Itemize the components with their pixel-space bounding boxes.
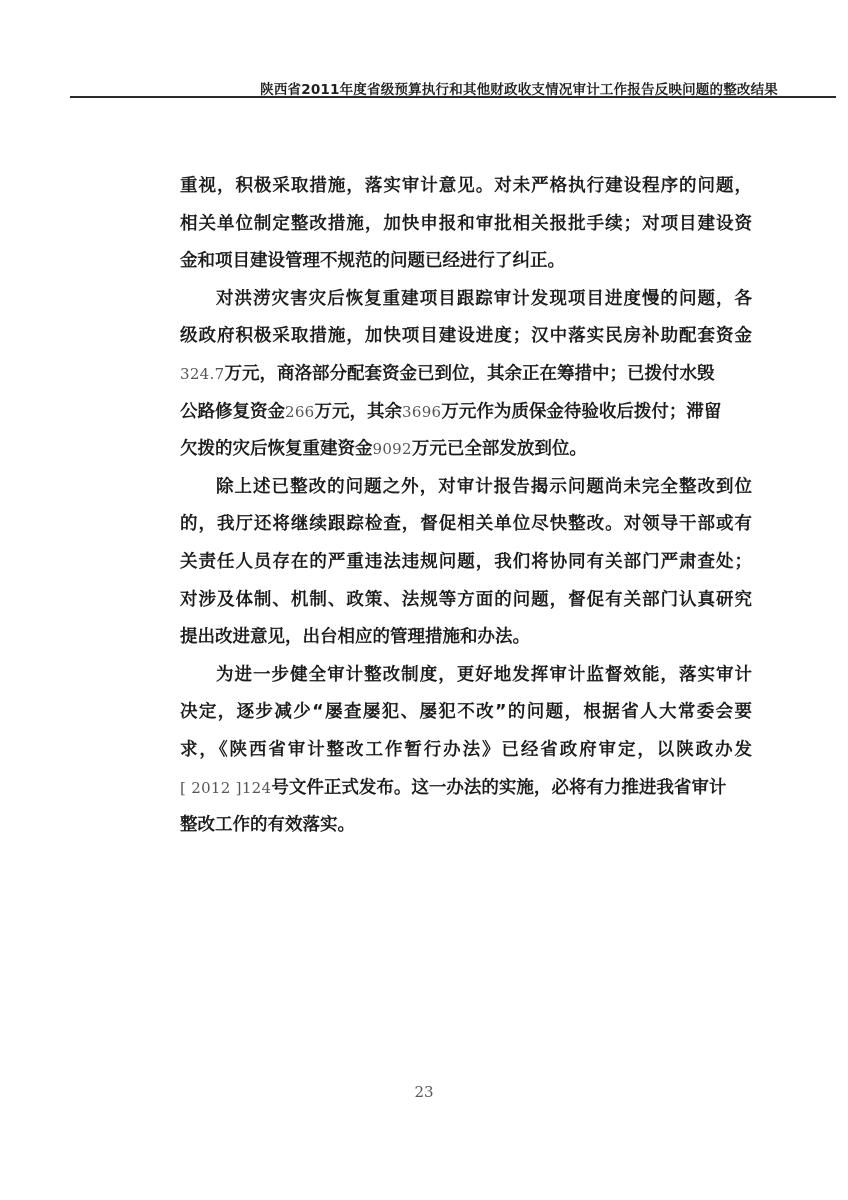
text-span: 欠拨的灾后恢复重建资金 — [180, 439, 373, 460]
text-line — [180, 431, 752, 469]
text-line: 关责任人员存在的严重违法违规问题，我们将协同有关部门严肃查处； — [180, 551, 752, 572]
paragraph-1 — [180, 168, 752, 281]
text-line: 相关单位制定整改措施，加快申报和审批相关报批手续；对项目建设资 — [180, 213, 752, 234]
text-line: 的，我厅还将继续跟踪检查，督促相关单位尽快整改。对领导干部或有 — [180, 514, 752, 535]
amount-number: 266 — [285, 402, 315, 421]
text-span: 万元已全部发放到位。 — [411, 439, 587, 460]
text-line: 整改工作的有效落实。 — [180, 815, 355, 836]
running-header-title: 陕西省2011年度省级预算执行和其他财政收支情况审计工作报告反映问题的整改结果 — [260, 82, 778, 98]
document-number: [ 2012 ]124 — [180, 778, 272, 797]
text-line: 金和项目建设管理不规范的问题已经进行了纠正。 — [180, 251, 565, 272]
text-line: 对洪涝灾害灾后恢复重建项目跟踪审计发现项目进度慢的问题，各 — [216, 288, 752, 309]
text-span: 万元作为质保金待验收后拨付；滞留 — [441, 401, 722, 422]
text-line — [180, 770, 752, 808]
text-span: 万元，商洛部分配套资金已到位，其余正在筹措中；已拨付水毁 — [224, 363, 715, 384]
text-span: 公路修复资金 — [180, 401, 285, 422]
text-line: 重视，积极采取措施，落实审计意见。对未严格执行建设程序的问题， — [180, 176, 752, 196]
text-line: 对涉及体制、机制、政策、法规等方面的问题，督促有关部门认真研究 — [180, 589, 752, 610]
text-line: 求，《陕西省审计整改工作暂行办法》已经省政府审定，以陕政办发 — [180, 739, 752, 760]
header-rule — [70, 96, 836, 98]
text-line: 提出改进意见，出台相应的管理措施和办法。 — [180, 627, 530, 648]
text-span: 号文件正式发布。这一办法的实施，必将有力推进我省审计 — [271, 777, 727, 798]
document-body — [180, 168, 752, 845]
page-number: 23 — [414, 1083, 434, 1101]
text-line: 为进一步健全审计整改制度，更好地发挥审计监督效能，落实审计 — [216, 664, 752, 685]
text-span: 万元，其余 — [314, 401, 403, 422]
text-line: 除上述已整改的问题之外，对审计报告揭示问题尚未完全整改到位 — [216, 476, 752, 497]
paragraph-3 — [180, 469, 752, 657]
paragraph-2 — [180, 281, 752, 469]
amount-number: 3696 — [402, 402, 442, 421]
text-line — [180, 356, 752, 394]
amount-number: 9092 — [372, 440, 412, 459]
text-line: 级政府积极采取措施，加快项目建设进度；汉中落实民房补助配套资金 — [180, 326, 752, 347]
text-line: 决定，逐步减少“屡查屡犯、屡犯不改”的问题，根据省人大常委会要 — [180, 702, 752, 723]
amount-number: 324.7 — [180, 364, 225, 383]
paragraph-4 — [180, 657, 752, 845]
text-line — [180, 394, 752, 432]
